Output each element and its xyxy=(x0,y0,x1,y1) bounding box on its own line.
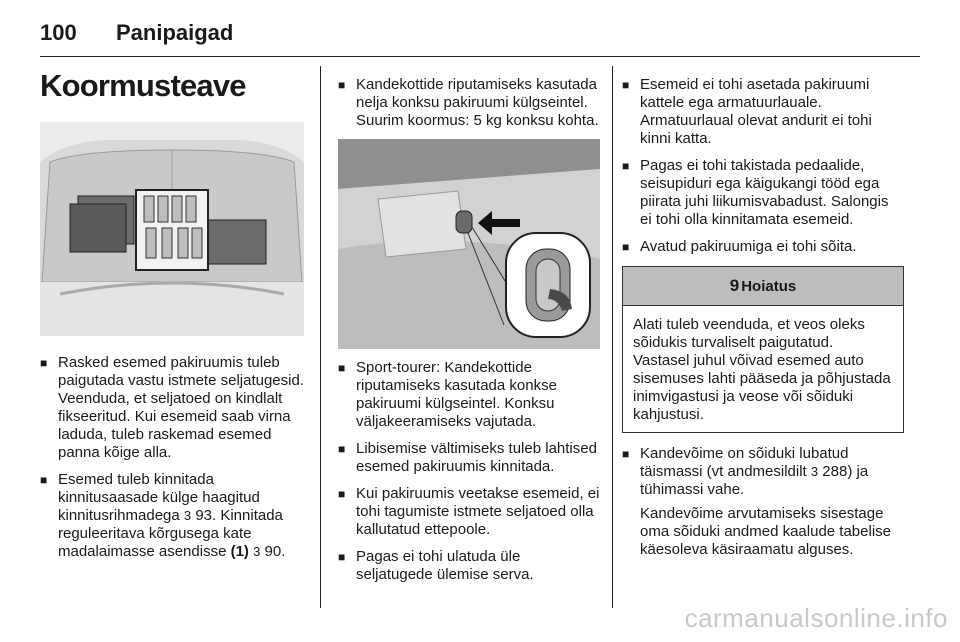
watermark: carmanualsonline.info xyxy=(684,603,948,633)
hook-illustration xyxy=(338,139,600,349)
xref-link[interactable]: 288 xyxy=(822,463,848,480)
section-title: Panipaigad xyxy=(116,20,234,45)
bullet-square-icon: ■ xyxy=(338,550,346,564)
page-header xyxy=(40,16,920,50)
bullet-secure-items: ■ Esemed tuleb kinnitada kinnitusaasade külge haagitud kinnitusrihmadega 3 93. Kinnitada reguleeritava kõrgusega kate madalaimasse asendisse (1) 3 90. xyxy=(40,471,286,560)
xref-arrow-icon: 3 xyxy=(253,544,261,559)
xref-arrow-icon: 3 xyxy=(810,464,819,479)
luggage-illustration xyxy=(40,122,304,336)
bullet-square-icon: ■ xyxy=(338,442,346,456)
bullet-square-icon: ■ xyxy=(40,473,48,487)
bullet-square-icon: ■ xyxy=(622,447,630,461)
column-3 xyxy=(622,76,904,568)
column-divider-1 xyxy=(320,66,321,608)
bullet-sliding: ■ Libisemise vältimiseks tuleb lahtised esemed pakiruumis kinnitada. xyxy=(338,440,597,475)
bullet-open-trunk: ■ Avatud pakiruumiga ei tohi sõita. xyxy=(622,238,857,255)
warning-triangle-icon: 9 xyxy=(729,276,740,295)
warning-title: Hoiatus xyxy=(741,277,797,295)
page-title: Koormusteave xyxy=(40,68,246,103)
bullet-square-icon: ■ xyxy=(338,78,346,92)
bullet-cover: ■ Esemeid ei tohi asetada pakiruumi kattele ega armatuurlauale. Armatuurlaual olevat andurit ei tohi kinni katta. xyxy=(622,76,872,147)
xref-link[interactable]: 93 xyxy=(195,507,212,524)
bullet-square-icon: ■ xyxy=(40,356,48,370)
column-1 xyxy=(40,122,304,570)
column-2 xyxy=(338,76,600,593)
column-divider-2 xyxy=(612,66,613,608)
bullet-load-capacity: ■ Kandevõime on sõiduki lubatud täismassi (vt andmesildilt 3 288) ja tühimassi vahe. Kandevõime arvutamiseks sisestage oma sõiduki andmed kaalude tabelise käesoleva käsiraamatu alguses. xyxy=(622,445,891,558)
xref-arrow-icon: 3 xyxy=(183,508,192,523)
bullet-pedals: ■ Pagas ei tohi takistada pedaalide, seisupiduri ega käigukangi tööd ega piirata juhi liikumisvabadust. Salongis ei tohi olla kinnitamata esemeid. xyxy=(622,157,889,228)
bullet-square-icon: ■ xyxy=(338,361,346,375)
page-number: 100 xyxy=(40,20,77,45)
header-rule xyxy=(40,56,920,57)
bullet-height: ■ Pagas ei tohi ulatuda üle seljatugede ülemise serva. xyxy=(338,548,534,583)
warning-box xyxy=(622,266,904,433)
warning-header xyxy=(623,267,903,306)
bullet-square-icon: ■ xyxy=(622,159,630,173)
bullet-square-icon: ■ xyxy=(622,78,630,92)
bullet-hooks: ■ Kandekottide riputamiseks kasutada nelja konksu pakiruumi külgseintel. Suurim koormus: 5 kg konksu kohta. xyxy=(338,76,599,129)
warning-text: Alati tuleb veenduda, et veos oleks sõidukis turvaliselt paigutatud. Vastasel juhul võivad esemed auto sisemuses lahti pääseda ja põhjustada inimvigastusi ja veose või sõiduki kahjustusi. xyxy=(633,316,891,423)
xref-link[interactable]: 90 xyxy=(264,543,282,560)
bullet-square-icon: ■ xyxy=(622,240,630,254)
bullet-square-icon: ■ xyxy=(338,487,346,501)
bullet-seatbacks: ■ Kui pakiruumis veetakse esemeid, ei tohi tagumiste istmete seljatoed olla kallutatud ettepoole. xyxy=(338,485,600,538)
bullet-sport-tourer: ■ Sport-tourer: Kandekottide riputamiseks kasutada konkse pakiruumi külgseintel. Konksu väljakeeramiseks vajutada. xyxy=(338,359,557,430)
bullet-heavy-items: ■ Rasked esemed pakiruumis tuleb paigutada vastu istmete seljatugesid. Veenduda, et seljatoed on kindlalt fikseeritud. Kui esemeid saab virna laduda, tuleb raskemad esemed panna kõige alla. xyxy=(40,354,304,461)
